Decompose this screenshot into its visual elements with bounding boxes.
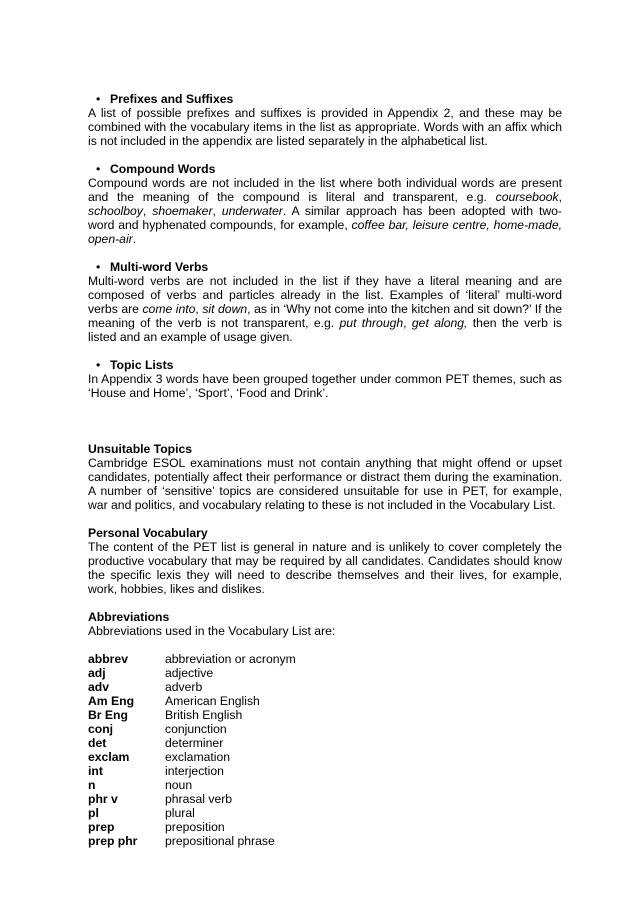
abbreviation-term: phr v	[88, 792, 118, 806]
example-text: schoolboy	[88, 204, 143, 218]
document-page	[88, 92, 562, 848]
section-body	[88, 176, 562, 246]
body-text: Multi-word verbs are not included in the list if they have a literal meaning and are composed of verbs and particles already in the list. Examples of ‘literal’ multi-word verbs are	[88, 274, 562, 316]
abbreviation-term: int	[88, 764, 103, 778]
abbreviation-row	[88, 806, 562, 820]
abbreviation-row	[88, 764, 562, 778]
section-heading: Abbreviations	[88, 610, 170, 624]
abbreviation-term: det	[88, 736, 107, 750]
section-prefixes	[88, 92, 562, 148]
separator-text: ,	[558, 190, 562, 204]
heading-text: Compound Words	[110, 162, 216, 176]
abbreviation-row	[88, 666, 562, 680]
section-heading	[88, 92, 562, 106]
abbreviation-definition: phrasal verb	[165, 792, 233, 806]
separator-text: ,	[195, 302, 203, 316]
abbreviation-definition: exclamation	[165, 750, 231, 764]
section-body: In Appendix 3 words have been grouped together under common PET themes, such as ‘House and Home’, ‘Sport’, ‘Food and Drink’.	[88, 372, 562, 400]
heading-text: Multi-word Verbs	[110, 260, 209, 274]
section-multiword	[88, 260, 562, 344]
section-body	[88, 274, 562, 344]
abbreviation-definition: preposition	[165, 820, 225, 834]
spacer	[88, 414, 562, 442]
separator-text: ,	[403, 316, 412, 330]
section-heading: Unsuitable Topics	[88, 442, 193, 456]
abbreviation-row	[88, 792, 562, 806]
abbreviation-row	[88, 708, 562, 722]
abbreviation-row	[88, 680, 562, 694]
abbreviation-term: n	[88, 778, 96, 792]
abbreviation-definition: interjection	[165, 764, 224, 778]
heading-text: Prefixes and Suffixes	[110, 92, 234, 106]
example-text: put through	[339, 316, 404, 330]
abbreviation-row	[88, 736, 562, 750]
abbreviation-term: adj	[88, 666, 106, 680]
abbreviation-definition: noun	[165, 778, 193, 792]
section-body: Abbreviations used in the Vocabulary List are:	[88, 624, 336, 638]
abbreviation-term: prep phr	[88, 834, 138, 848]
body-text: then the verb is listed and an example of usage given.	[88, 316, 563, 344]
section-topics	[88, 358, 562, 400]
abbreviation-definition: plural	[165, 806, 195, 820]
separator-text: ,	[212, 204, 222, 218]
heading-text: Topic Lists	[110, 358, 174, 372]
section-unsuitable	[88, 442, 562, 512]
example-text: underwater	[221, 204, 283, 218]
bullet-icon: •	[96, 260, 101, 274]
abbreviation-definition: British English	[165, 708, 243, 722]
abbreviation-row	[88, 652, 562, 666]
abbreviation-term: abbrev	[88, 652, 128, 666]
example-text: come into	[142, 302, 196, 316]
abbreviation-term: pl	[88, 806, 99, 820]
example-text: coffee bar, leisure centre, home-made, open-air	[88, 218, 562, 246]
section-heading	[88, 162, 562, 176]
abbreviation-term: conj	[88, 722, 114, 736]
section-heading: Personal Vocabulary	[88, 526, 208, 540]
abbreviation-definition: determiner	[165, 736, 224, 750]
bullet-icon: •	[96, 162, 101, 176]
abbreviation-term: Am Eng	[88, 694, 135, 708]
example-text: get along,	[411, 316, 468, 330]
abbreviation-definition: prepositional phrase	[165, 834, 275, 848]
abbreviation-term: exclam	[88, 750, 130, 764]
example-text: shoemaker	[152, 204, 213, 218]
bullet-icon: •	[96, 358, 101, 372]
section-body: Cambridge ESOL examinations must not contain anything that might offend or upset candidates, potentially affect their performance or distract them during the examination. A number of ‘sensitive’ topics are considered unsuitable for use in PET, for example, war and politics, and vocabulary relating to these is not included in the Vocabulary List.	[88, 456, 562, 512]
section-body: A list of possible prefixes and suffixes is provided in Appendix 2, and these may be combined with the vocabulary items in the list as appropriate. Words with an affix which is not included in the appendix are listed separately in the alphabetical list.	[88, 106, 562, 148]
abbreviation-definition: adjective	[165, 666, 214, 680]
abbreviation-definition: adverb	[165, 680, 203, 694]
abbreviation-definition: American English	[165, 694, 260, 708]
abbreviation-row	[88, 694, 562, 708]
separator-text: ,	[142, 204, 153, 218]
abbreviation-term: prep	[88, 820, 115, 834]
abbreviation-row	[88, 750, 562, 764]
section-personal	[88, 526, 562, 596]
section-abbreviations	[88, 610, 562, 848]
body-text: .	[132, 232, 137, 246]
example-text: coursebook	[495, 190, 559, 204]
abbreviation-definition: conjunction	[165, 722, 227, 736]
section-heading	[88, 260, 562, 274]
section-heading	[88, 358, 562, 372]
abbreviation-row	[88, 722, 562, 736]
body-text: Compound words are not included in the list where both individual words are present and the meaning of the compound is literal and transparent, e.g.	[88, 176, 562, 204]
abbreviation-definition: abbreviation or acronym	[165, 652, 296, 666]
body-text: , as in ‘Why not come into the kitchen and sit down?’ If the meaning of the verb is not transparent, e.g.	[88, 302, 562, 330]
abbreviation-term: adv	[88, 680, 110, 694]
example-text: sit down	[202, 302, 248, 316]
body-text: . A similar approach has been adopted with two-word and hyphenated compounds, for example,	[88, 204, 562, 232]
section-compound	[88, 162, 562, 246]
abbreviation-term: Br Eng	[88, 708, 128, 722]
section-body: The content of the PET list is general in nature and is unlikely to cover completely the productive vocabulary that may be required by all candidates. Candidates should know the specific lexis they will need to describe themselves and their lives, for example, work, hobbies, likes and dislikes.	[88, 540, 562, 596]
abbreviation-row	[88, 834, 562, 848]
abbreviation-row	[88, 778, 562, 792]
abbreviation-list	[88, 652, 562, 848]
bullet-icon: •	[96, 92, 101, 106]
abbreviation-row	[88, 820, 562, 834]
